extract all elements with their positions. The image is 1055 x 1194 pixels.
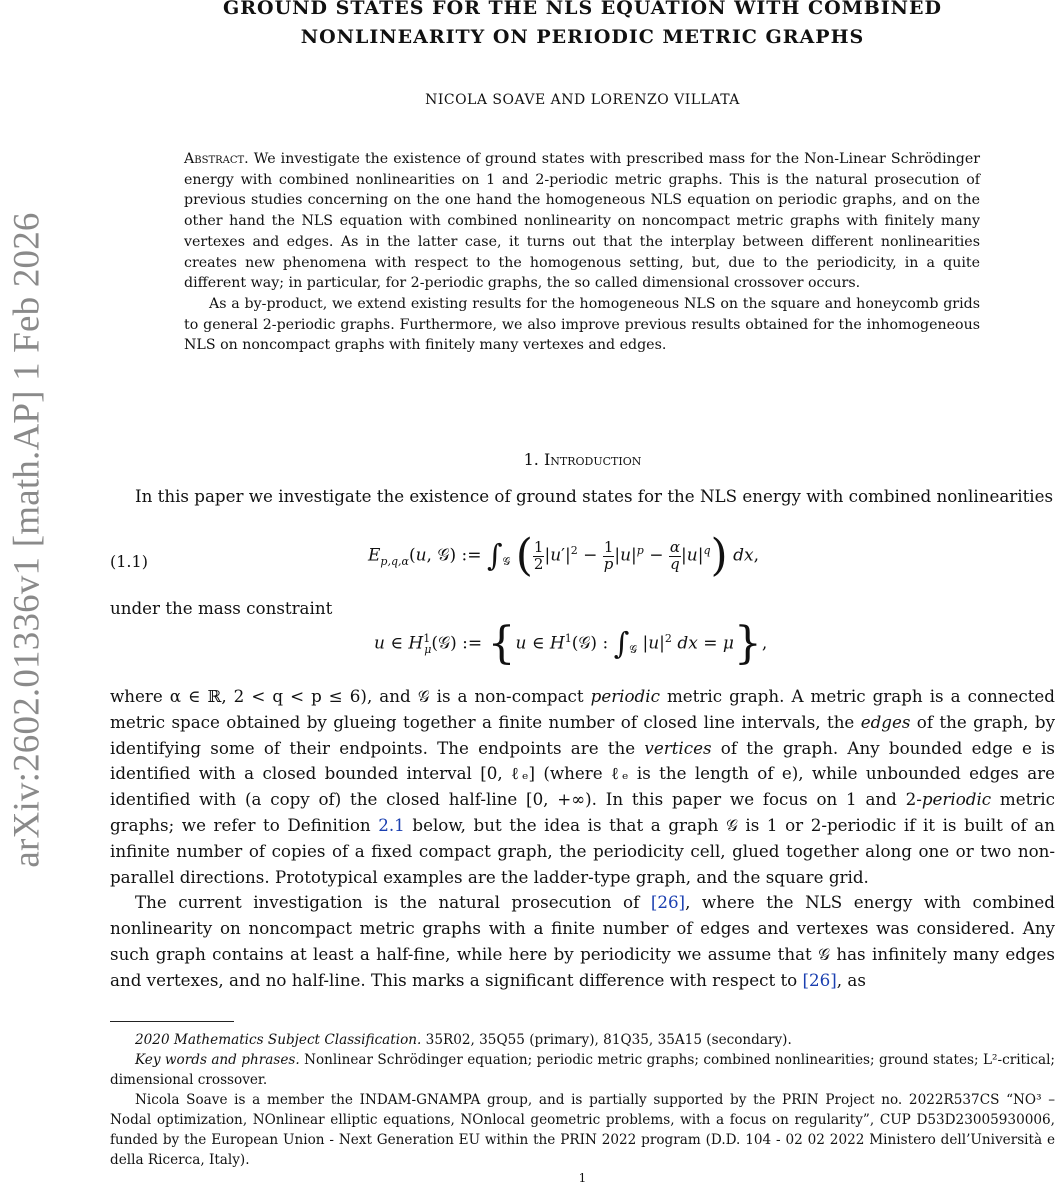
p2-part-b: metric graph. A metric graph is a connected metric space obtained by glueing together a finite number of closed line intervals, the	[110, 686, 1055, 732]
footnotes	[110, 1030, 1055, 1170]
definition-link[interactable]: 2.1	[378, 814, 405, 835]
p3-part-c: , as	[836, 969, 866, 990]
mass-constraint-equation: u ∈ $H^1_\mu(𝒢)$ := {u ∈ $H^1(𝒢)$ : $\int_𝒢$ $|u|^2$ dx = μ},	[374, 618, 768, 669]
footnote-msc	[110, 1030, 1055, 1050]
p2-part-e: metric graphs; we refer to Definition	[110, 789, 1055, 835]
footnote-keywords	[110, 1050, 1055, 1090]
msc-codes: 35R02, 35Q55 (primary), 81Q35, 35A15 (secondary).	[421, 1032, 792, 1048]
section-title: Introduction	[543, 450, 642, 469]
page-number: 1	[578, 1171, 587, 1185]
msc-label: 2020 Mathematics Subject Classification.	[135, 1032, 422, 1048]
intro-text-1: In this paper we investigate the existence of ground states for the NLS energy with combined nonlinearities	[135, 486, 1054, 506]
keywords-text: Nonlinear Schrödinger equation; periodic metric graphs; combined nonlinearities; ground states; L²-critical; dimensional crossover.	[110, 1052, 1055, 1088]
p2-emph-edges: edges	[860, 711, 911, 732]
mass-constraint-text: under the mass constraint	[110, 598, 333, 618]
title-line-1: GROUND STATES FOR THE NLS EQUATION WITH COMBINED	[223, 0, 942, 19]
equation-number: (1.1)	[110, 552, 148, 571]
p3-part-b: , where the NLS energy with combined nonlinearity on noncompact metric graphs with a finite number of edges and vertexes was considered. Any such graph contains at least a half-fine, while here by periodicity we assume that 𝒢 has infinitely many edges and vertexes, and no half-line. This marks a significant difference with respect to	[110, 892, 1055, 990]
p2-emph-periodic: periodic	[590, 686, 660, 706]
section-number: 1.	[523, 450, 539, 469]
mass-constraint-line	[110, 596, 1055, 622]
abstract-label: Abstract.	[184, 151, 249, 167]
p2-emph-vertices: vertices	[644, 737, 712, 758]
p2-part-f: below, but the idea is that a graph 𝒢 is 1 or 2-periodic if it is built of an infinite number of copies of a fixed compact graph, the periodicity cell, glued together along one or two non-parallel directions. Prototypical examples are the ladder-type graph, and the square grid.	[110, 814, 1055, 887]
arxiv-sidebar-stamp	[0, 140, 62, 940]
p2-part-c: of the graph, by identifying some of their endpoints. The endpoints are the	[110, 711, 1055, 758]
p2-part-d: of the graph. Any bounded edge e is identified with a closed bounded interval [0, ℓₑ] (where ℓₑ is the length of e), while unbounded edges are identified with (a copy of) the closed half-line [0, +∞). In this paper we focus on 1 and 2-	[110, 737, 1055, 810]
p3-part-a: The current investigation is the natural prosecution of	[135, 892, 651, 913]
footnote-funding: Nicola Soave is a member the INDAM-GNAMPA group, and is partially supported by the PRIN Project no. 2022R537CS “NO³ – Nodal optimization, NOnlinear elliptic equations, NOnlocal geometric problems, with a focus on regularity”, CUP D53D23005930006, funded by the European Union - Next Generation EU within the PRIN 2022 program (D.D. 104 - 02 02 2022 Ministero dell’Università e della Ricerca, Italy).	[110, 1092, 1055, 1168]
footnote-rule	[110, 1021, 234, 1022]
abstract-paragraph-2: As a by-product, we extend existing results for the homogeneous NLS on the square and honeycomb grids to general 2-periodic graphs. Furthermore, we also improve previous results obtained for the inhomogeneous NLS on noncompact graphs with finitely many vertexes and edges.	[184, 295, 980, 354]
keywords-label: Key words and phrases.	[135, 1052, 300, 1068]
energy-equation: $E_{p,q,\alpha}(u$, 𝒢) := $\int_𝒢$ ( $\frac{1}{2}$ $|u'|^2$ − $\frac{1}{p}$ $|u|^p$ − $\frac{\alpha}{q}$ $|u|^q$) dx,	[368, 530, 759, 581]
title-line-2: NONLINEARITY ON PERIODIC METRIC GRAPHS	[300, 26, 865, 48]
citation-link-26[interactable]: [26]	[650, 892, 686, 913]
authors: NICOLA SOAVE AND LORENZO VILLATA	[425, 92, 740, 108]
arxiv-id: arXiv:2602.01336v1 [math.AP] 1 Feb 2026	[6, 212, 48, 868]
intro-paragraph-1	[110, 484, 1055, 510]
abstract-paragraph-1	[184, 149, 980, 294]
intro-paragraph-3	[110, 890, 1055, 993]
p2-part-a: where α ∈ ℝ, 2 < q < p ≤ 6), and 𝒢 is a non-compact	[110, 686, 591, 706]
p2-emph-periodic-2: periodic	[921, 789, 992, 810]
abstract	[184, 149, 980, 356]
intro-paragraph-2	[110, 684, 1055, 994]
citation-link-26-second[interactable]: [26]	[802, 969, 837, 990]
abstract-text-1: We investigate the existence of ground states with prescribed mass for the Non-Linear Schrödinger energy with combined nonlinearities on 1 and 2-periodic metric graphs. This is the natural prosecution of previous studies concerning on the one hand the homogeneous NLS equation on periodic graphs, and on the other hand the NLS equation with combined nonlinearity on noncompact metric graphs with finitely many vertexes and edges. As in the latter case, it turns out that the interplay between different nonlinearities creates new phenomena with respect to the homogenous setting, but, due to the periodicity, in a quite different way; in particular, for 2-periodic graphs, the so called dimensional crossover occurs.	[184, 151, 981, 292]
section-heading	[110, 450, 1055, 469]
paper-title	[150, 0, 1015, 52]
